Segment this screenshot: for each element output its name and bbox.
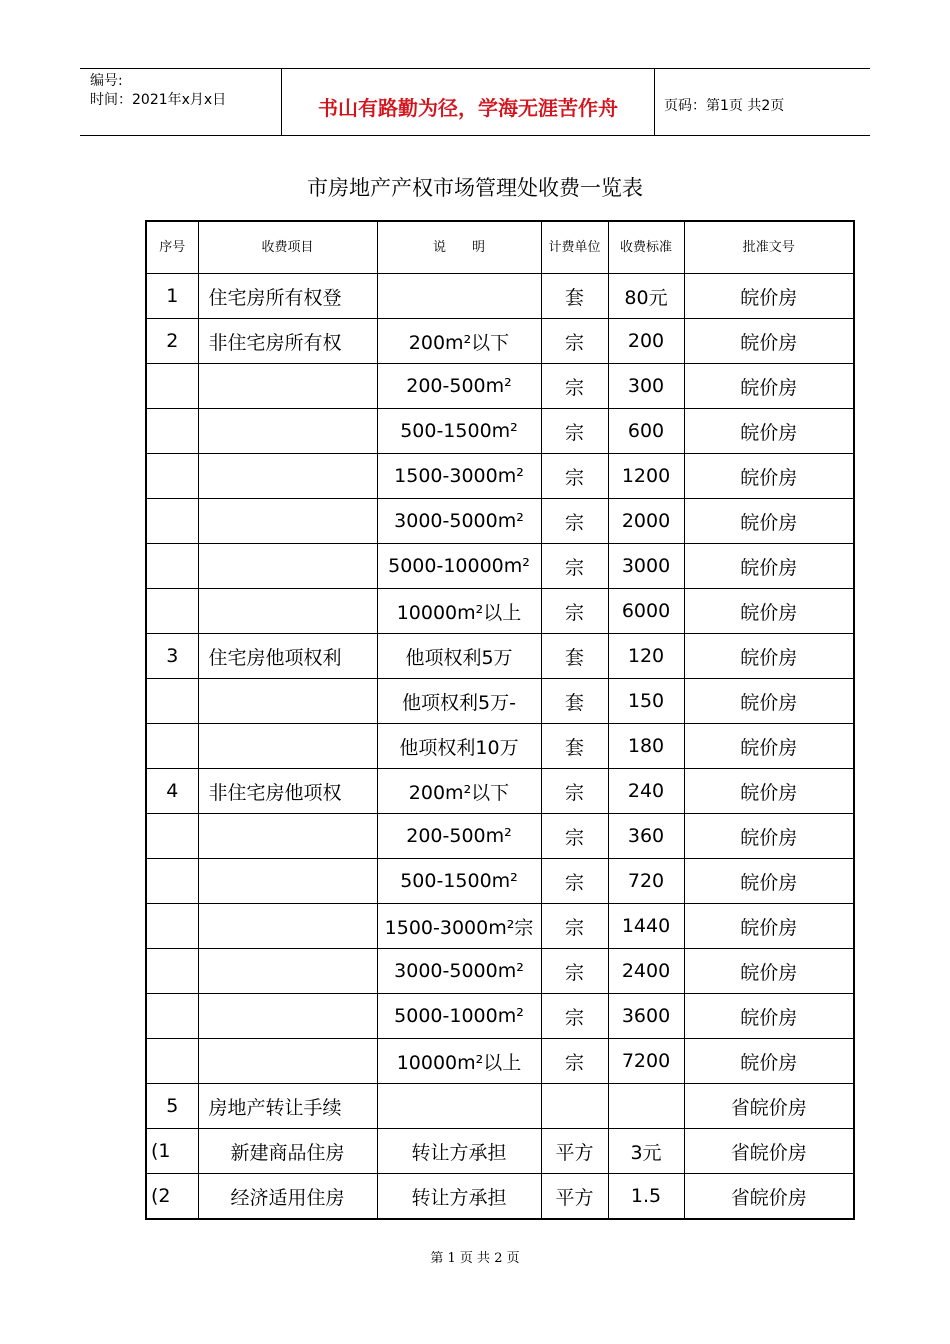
row-description: 200-500m² (377, 364, 541, 409)
document-number-label: 编号: (90, 73, 123, 89)
row-approval: 省皖价房 (684, 1084, 854, 1129)
row-seq: 2 (146, 319, 198, 364)
row-unit: 平方 (541, 1174, 608, 1220)
table-row (146, 814, 854, 859)
header-item: 收费项目 (198, 221, 377, 274)
row-description: 5000-10000m² (377, 544, 541, 589)
row-unit: 宗 (541, 904, 608, 949)
table-row (146, 949, 854, 994)
row-item: 住宅房他项权利 (198, 634, 377, 679)
row-unit: 宗 (541, 499, 608, 544)
row-approval: 皖价房 (684, 274, 854, 319)
table-row (146, 994, 854, 1039)
row-approval: 省皖价房 (684, 1129, 854, 1174)
row-fee: 2000 (608, 499, 684, 544)
row-item (198, 859, 377, 904)
row-seq (146, 499, 198, 544)
table-row (146, 1084, 854, 1129)
table-row (146, 769, 854, 814)
row-fee: 120 (608, 634, 684, 679)
row-unit: 宗 (541, 769, 608, 814)
row-fee: 80元 (608, 274, 684, 319)
row-description (377, 274, 541, 319)
row-item: 新建商品住房 (198, 1129, 377, 1174)
row-description: 转让方承担 (377, 1174, 541, 1220)
row-unit: 宗 (541, 859, 608, 904)
table-row (146, 544, 854, 589)
row-seq: 4 (146, 769, 198, 814)
header-approval: 批准文号 (684, 221, 854, 274)
row-seq: 3 (146, 634, 198, 679)
row-seq (146, 454, 198, 499)
row-item (198, 364, 377, 409)
row-description: 3000-5000m² (377, 499, 541, 544)
row-approval: 省皖价房 (684, 1174, 854, 1220)
row-fee: 200 (608, 319, 684, 364)
table-row (146, 274, 854, 319)
header-divider-right (654, 68, 655, 136)
row-item (198, 589, 377, 634)
row-approval: 皖价房 (684, 994, 854, 1039)
row-seq (146, 679, 198, 724)
row-description: 200m²以下 (377, 319, 541, 364)
row-unit (541, 1084, 608, 1129)
row-item (198, 724, 377, 769)
table-row (146, 589, 854, 634)
row-seq (146, 1039, 198, 1084)
row-description: 200m²以下 (377, 769, 541, 814)
row-unit: 套 (541, 679, 608, 724)
row-fee (608, 1084, 684, 1129)
document-time-label: 时间：2021年x月x日 (90, 92, 227, 108)
header-page-label: 页码：第1页 共2页 (664, 98, 785, 114)
row-description: 1500-3000m² (377, 454, 541, 499)
row-seq (146, 814, 198, 859)
table-row (146, 859, 854, 904)
row-item (198, 679, 377, 724)
header-motto: 书山有路勤为径，学海无涯苦作舟 (318, 96, 618, 120)
header-meta (90, 72, 226, 110)
row-approval: 皖价房 (684, 589, 854, 634)
row-item (198, 814, 377, 859)
row-description: 转让方承担 (377, 1129, 541, 1174)
row-item: 非住宅房他项权 (198, 769, 377, 814)
row-item (198, 949, 377, 994)
row-unit: 宗 (541, 454, 608, 499)
table-row (146, 634, 854, 679)
row-seq (146, 859, 198, 904)
row-description (377, 1084, 541, 1129)
row-item (198, 544, 377, 589)
header-top-rule (80, 68, 870, 69)
row-unit: 宗 (541, 409, 608, 454)
row-fee: 720 (608, 859, 684, 904)
row-unit: 平方 (541, 1129, 608, 1174)
row-fee: 300 (608, 364, 684, 409)
row-description: 他项权利10万 (377, 724, 541, 769)
row-description: 他项权利5万- (377, 679, 541, 724)
table-row (146, 319, 854, 364)
row-seq (146, 589, 198, 634)
row-description: 3000-5000m² (377, 949, 541, 994)
row-seq: 5 (146, 1084, 198, 1129)
row-item (198, 994, 377, 1039)
row-unit: 宗 (541, 364, 608, 409)
row-description: 500-1500m² (377, 859, 541, 904)
fee-table (145, 220, 855, 1220)
row-fee: 2400 (608, 949, 684, 994)
table-row (146, 454, 854, 499)
table-row (146, 364, 854, 409)
header-description: 说 明 (377, 221, 541, 274)
header-unit-text: 计费单位 (548, 239, 601, 255)
row-seq (146, 724, 198, 769)
row-fee: 240 (608, 769, 684, 814)
row-fee: 1200 (608, 454, 684, 499)
row-unit: 套 (541, 634, 608, 679)
row-item (198, 454, 377, 499)
row-description: 200-500m² (377, 814, 541, 859)
row-approval: 皖价房 (684, 679, 854, 724)
row-seq (146, 544, 198, 589)
table-row (146, 499, 854, 544)
row-description: 10000m²以上 (377, 1039, 541, 1084)
table-row (146, 904, 854, 949)
row-approval: 皖价房 (684, 814, 854, 859)
header-unit (541, 221, 608, 274)
row-description: 5000-1000m² (377, 994, 541, 1039)
row-approval: 皖价房 (684, 904, 854, 949)
row-approval: 皖价房 (684, 1039, 854, 1084)
table-row (146, 724, 854, 769)
row-description: 500-1500m² (377, 409, 541, 454)
row-unit: 宗 (541, 589, 608, 634)
table-row (146, 1039, 854, 1084)
row-description: 10000m²以上 (377, 589, 541, 634)
row-unit: 宗 (541, 319, 608, 364)
row-description: 他项权利5万 (377, 634, 541, 679)
row-fee: 1.5 (608, 1174, 684, 1220)
row-fee: 3000 (608, 544, 684, 589)
table-row (146, 1129, 854, 1174)
row-seq (146, 409, 198, 454)
row-approval: 皖价房 (684, 454, 854, 499)
row-approval: 皖价房 (684, 364, 854, 409)
row-description: 1500-3000m²宗 (377, 904, 541, 949)
row-unit: 套 (541, 274, 608, 319)
row-approval: 皖价房 (684, 949, 854, 994)
row-seq: (1 (146, 1129, 198, 1174)
page-footer: 第 1 页 共 2 页 (430, 1251, 520, 1266)
row-approval: 皖价房 (684, 409, 854, 454)
row-fee: 150 (608, 679, 684, 724)
table-header-row (146, 221, 854, 274)
row-item (198, 409, 377, 454)
row-fee: 180 (608, 724, 684, 769)
header-seq: 序号 (146, 221, 198, 274)
row-fee: 7200 (608, 1039, 684, 1084)
row-fee: 3600 (608, 994, 684, 1039)
row-fee: 360 (608, 814, 684, 859)
table-row (146, 679, 854, 724)
row-approval: 皖价房 (684, 319, 854, 364)
row-fee: 6000 (608, 589, 684, 634)
row-seq: 1 (146, 274, 198, 319)
row-unit: 套 (541, 724, 608, 769)
row-item: 经济适用住房 (198, 1174, 377, 1220)
row-unit: 宗 (541, 544, 608, 589)
header-bottom-rule (80, 135, 870, 136)
row-seq: (2 (146, 1174, 198, 1220)
row-unit: 宗 (541, 814, 608, 859)
row-unit: 宗 (541, 994, 608, 1039)
row-approval: 皖价房 (684, 859, 854, 904)
header-fee: 收费标准 (608, 221, 684, 274)
row-approval: 皖价房 (684, 544, 854, 589)
row-seq (146, 364, 198, 409)
row-seq (146, 994, 198, 1039)
row-fee: 3元 (608, 1129, 684, 1174)
row-seq (146, 904, 198, 949)
row-item (198, 904, 377, 949)
row-approval: 皖价房 (684, 724, 854, 769)
table-row (146, 409, 854, 454)
row-unit: 宗 (541, 1039, 608, 1084)
row-item (198, 499, 377, 544)
row-item (198, 1039, 377, 1084)
document-title: 市房地产产权市场管理处收费一览表 (307, 176, 643, 200)
row-fee: 600 (608, 409, 684, 454)
row-approval: 皖价房 (684, 634, 854, 679)
row-item: 非住宅房所有权 (198, 319, 377, 364)
table-row (146, 1174, 854, 1220)
row-seq (146, 949, 198, 994)
row-approval: 皖价房 (684, 499, 854, 544)
row-fee: 1440 (608, 904, 684, 949)
row-approval: 皖价房 (684, 769, 854, 814)
row-item: 房地产转让手续 (198, 1084, 377, 1129)
row-unit: 宗 (541, 949, 608, 994)
row-item: 住宅房所有权登 (198, 274, 377, 319)
